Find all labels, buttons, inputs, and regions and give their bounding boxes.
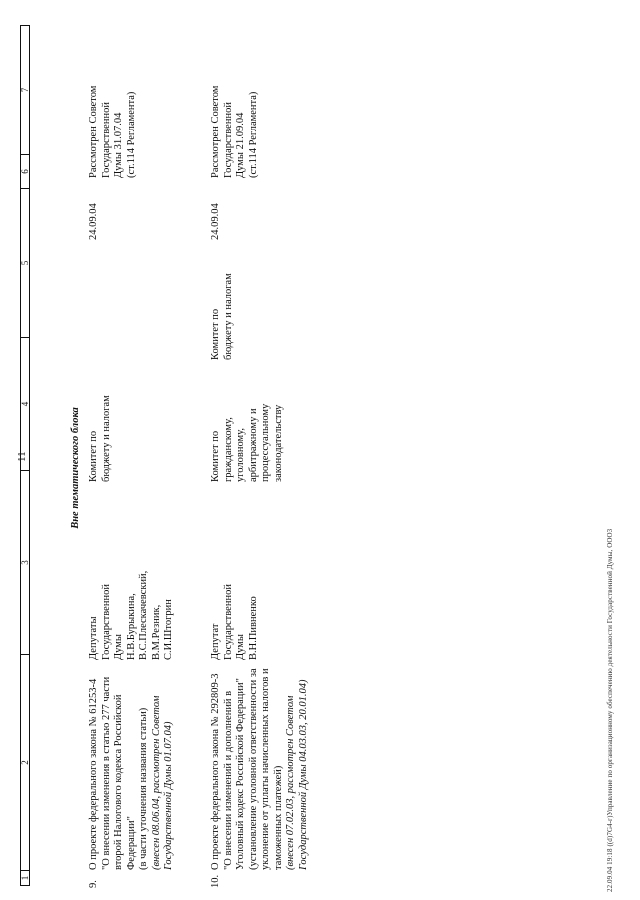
author-line: В.С.Плескачевский,: [138, 570, 149, 660]
committee-line: уголовному,: [235, 428, 246, 482]
column-number-1: 1: [20, 870, 30, 886]
bill-note-line: Государственной Думы 04.03.03, 20.01.04): [297, 679, 309, 870]
status-line: Думы 21.09.04: [235, 112, 246, 178]
bill-text-line: таможенных платежей): [272, 765, 284, 870]
co-executor-committee: [210, 240, 235, 360]
bill-text-line: (установление уголовной ответственности за: [247, 668, 259, 870]
column-number-6: 6: [20, 154, 30, 189]
author-line: Н.В.Бурыкина,: [125, 593, 137, 660]
bill-text-line: Уголовный кодекс Российской Федерации": [235, 678, 246, 870]
status-line: Рассмотрен Советом: [210, 85, 221, 178]
committee-line: бюджету и налогам: [222, 273, 234, 360]
author-line: Государственной: [222, 584, 234, 660]
author-line: В.Н.Пивненко: [247, 596, 259, 660]
column-number-header: [20, 25, 31, 886]
status-line: Думы 31.07.04: [113, 112, 124, 178]
status-note: [88, 28, 138, 178]
committee-line: Комитет по: [210, 308, 221, 360]
column-number-2: 2: [20, 654, 30, 871]
status-line: Государственной: [100, 102, 112, 178]
bill-description: [88, 676, 176, 870]
committee-line: Комитет по: [210, 430, 221, 482]
row-number: 10.: [210, 874, 221, 888]
author-line: Думы: [113, 634, 124, 660]
bill-text-line: уклонение от уплаты начисленных налогов и: [260, 668, 271, 870]
bill-text-line: О проекте федерального закона № 61253-4: [88, 678, 99, 870]
responsible-committee: [210, 357, 285, 482]
bill-note-line: (внесен 07.02.03, рассмотрен Советом: [285, 695, 296, 870]
status-line: (ст.114 Регламента): [125, 91, 137, 178]
author-line: Думы: [235, 634, 246, 660]
bill-text-line: (в части уточнения названия статьи): [138, 707, 149, 870]
committee-line: Комитет по: [88, 430, 99, 482]
bill-text-line: "О внесении изменений и дополнений в: [222, 690, 234, 870]
status-line: Рассмотрен Советом: [88, 85, 99, 178]
bill-text-line: Федерации": [125, 816, 137, 870]
status-note: [210, 28, 260, 178]
committee-line: арбитражному и: [247, 408, 259, 482]
bill-description: [210, 668, 310, 870]
bill-authors: [210, 535, 260, 660]
bill-text-line: второй Налогового кодекса Российской: [113, 694, 124, 870]
bill-note-line: Государственной Думы 01.07.04): [163, 721, 174, 870]
date-cell: 24.09.04: [210, 203, 221, 240]
author-line: Государственной: [100, 584, 112, 660]
bill-authors: [88, 535, 176, 660]
bill-note-line: (внесен 08.06.04, рассмотрен Советом: [150, 695, 162, 870]
column-number-3: 3: [20, 470, 30, 655]
bill-text-line: "О внесении изменения в статью 277 части: [100, 676, 112, 870]
committee-line: бюджету и налогам: [100, 395, 112, 482]
row-number: 9.: [88, 880, 99, 888]
committee-line: законодательству: [272, 404, 284, 482]
status-line: (ст.114 Регламента): [247, 91, 259, 178]
page-number: 11: [16, 451, 28, 462]
bill-text-line: О проекте федерального закона № 292809-3: [210, 673, 221, 870]
column-number-4: 4: [20, 337, 30, 471]
committee-line: гражданскому,: [222, 417, 234, 482]
section-title: Вне тематического блока: [70, 407, 81, 529]
author-line: Депутаты: [88, 616, 99, 660]
column-number-5: 5: [20, 188, 30, 338]
date-cell: 24.09.04: [88, 203, 99, 240]
footer-note: 22.09.04 19:18 ((d)7G4-г)Управление по организационному обеспечению деятельности Государственной Думы, ООО3: [606, 528, 614, 892]
committee-line: процессуальному: [260, 403, 271, 482]
author-line: Депутат: [210, 623, 221, 660]
author-line: В.М.Резник,: [150, 604, 162, 660]
responsible-committee: [88, 357, 113, 482]
status-line: Государственной: [222, 102, 234, 178]
author-line: С.И.Штогрин: [163, 599, 174, 660]
column-number-7: 7: [20, 25, 30, 155]
